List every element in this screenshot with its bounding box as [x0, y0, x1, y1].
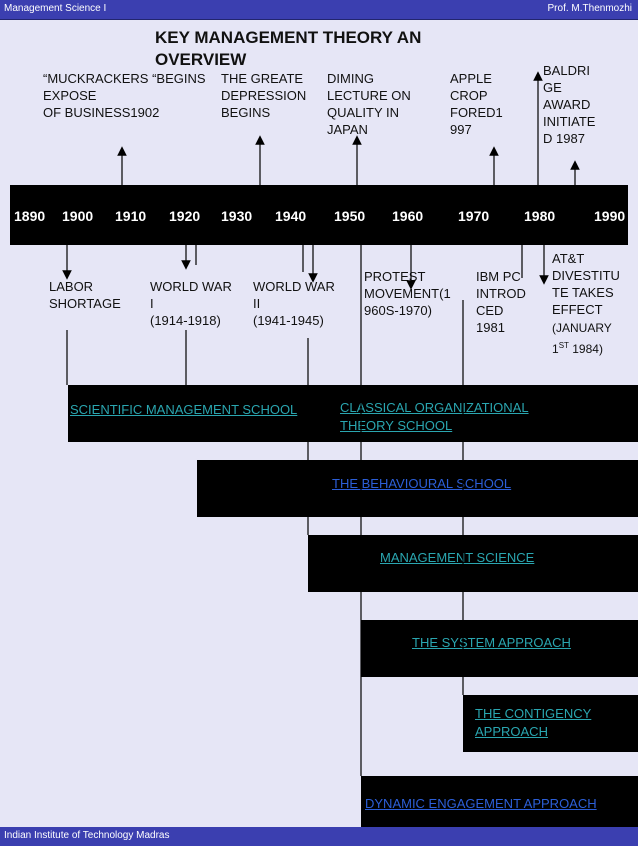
- classical-organizational-link[interactable]: CLASSICAL ORGANIZATIONAL THEORY SCHOOL: [340, 400, 529, 433]
- year-label: 1980: [524, 208, 556, 224]
- dynamic-engagement-link[interactable]: DYNAMIC ENGAGEMENT APPROACH: [365, 796, 597, 811]
- year-label: 1960: [392, 208, 424, 224]
- event-att-date: (JANUARY 1ST 1984): [552, 321, 612, 356]
- year-label: 1970: [458, 208, 490, 224]
- management-science-link[interactable]: MANAGEMENT SCIENCE: [380, 550, 535, 565]
- behavioural-school-link[interactable]: THE BEHAVIOURAL SCHOOL: [332, 476, 512, 491]
- contingency-approach-link[interactable]: THE CONTIGENCY APPROACH: [475, 706, 592, 739]
- year-label: 1920: [169, 208, 201, 224]
- event-apple: APPLE CROP FORED1 997: [450, 71, 503, 137]
- year-label: 1900: [62, 208, 94, 224]
- scientific-management-link[interactable]: SCIENTIFIC MANAGEMENT SCHOOL: [70, 402, 298, 417]
- institution-name: Indian Institute of Technology Madras: [4, 830, 170, 841]
- event-att-divestiture: AT&T DIVESTITU TE TAKES EFFECT: [552, 251, 620, 317]
- year-label: 1890: [14, 208, 46, 224]
- event-ibm-pc: IBM PC INTROD CED 1981: [476, 269, 526, 335]
- footer-bar: [0, 827, 638, 846]
- course-title: Management Science I: [4, 3, 107, 14]
- event-deming-lecture: DIMING LECTURE ON QUALITY IN JAPAN: [327, 71, 411, 137]
- event-protest-movement: PROTEST MOVEMENT(1 960S-1970): [364, 269, 451, 318]
- event-labor-shortage: LABOR SHORTAGE: [49, 279, 121, 311]
- event-world-war-2: WORLD WAR II (1941-1945): [253, 279, 335, 328]
- year-label: 1930: [221, 208, 253, 224]
- page-title: KEY MANAGEMENT THEORY AN OVERVIEW: [155, 28, 422, 69]
- system-approach-link[interactable]: THE SYSTEM APPROACH: [412, 635, 571, 650]
- year-label: 1910: [115, 208, 147, 224]
- author-name: Prof. M.Thenmozhi: [547, 3, 632, 14]
- event-muckrackers: “MUCKRACKERS “BEGINS EXPOSE OF BUSINESS1902: [43, 71, 206, 120]
- year-label: 1990: [594, 208, 626, 224]
- year-label: 1950: [334, 208, 366, 224]
- event-world-war-1: WORLD WAR I (1914-1918): [150, 279, 232, 328]
- event-great-depression: THE GREATE DEPRESSION BEGINS: [221, 71, 307, 120]
- year-label: 1940: [275, 208, 307, 224]
- event-baldrige-award: BALDRI GE AWARD INITIATE D 1987: [543, 63, 596, 146]
